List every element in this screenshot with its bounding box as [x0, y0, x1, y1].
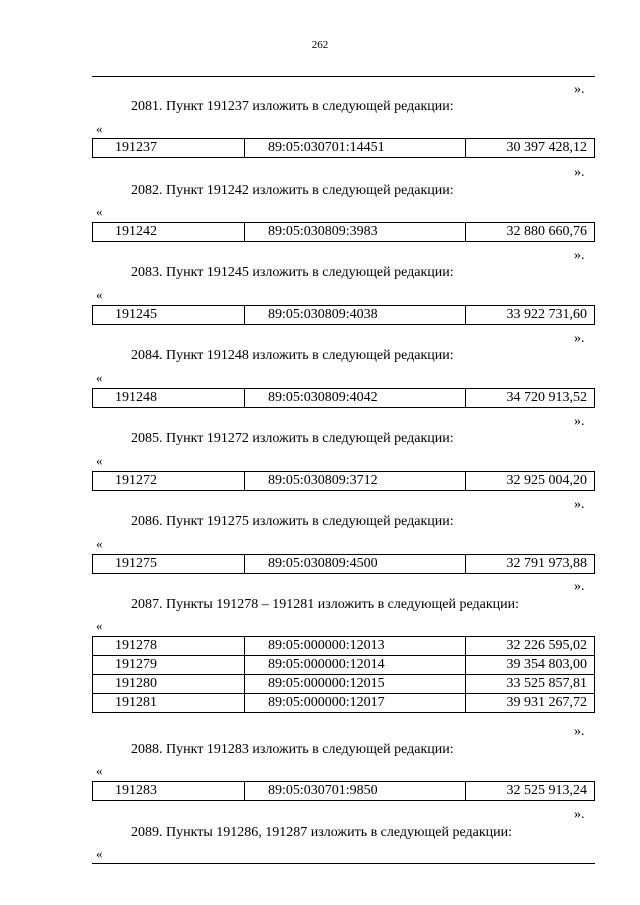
- paragraph-heading: 2082. Пункт 191242 изложить в следующей редакции:: [131, 183, 454, 198]
- table-row: [93, 694, 595, 713]
- data-table: [92, 554, 595, 574]
- item-number: 191280: [93, 675, 245, 694]
- item-number: 191245: [93, 306, 245, 325]
- cadastral-value: 32 880 660,76: [466, 223, 595, 242]
- cadastral-value: 32 525 913,24: [466, 782, 595, 801]
- table-row: [93, 555, 595, 574]
- item-number: 191278: [93, 637, 245, 656]
- cadastral-number: 89:05:000000:12017: [245, 694, 466, 713]
- quote-open: «: [96, 370, 103, 385]
- quote-open: «: [96, 453, 103, 468]
- cadastral-number: 89:05:000000:12015: [245, 675, 466, 694]
- item-number: 191275: [93, 555, 245, 574]
- cadastral-value: 34 720 913,52: [466, 389, 595, 408]
- paragraph-heading: 2086. Пункт 191275 изложить в следующей редакции:: [131, 514, 454, 529]
- item-number: 191283: [93, 782, 245, 801]
- quote-close: ».: [574, 497, 585, 512]
- cadastral-value: 33 922 731,60: [466, 306, 595, 325]
- cadastral-value: 39 354 803,00: [466, 656, 595, 675]
- quote-open: «: [96, 204, 103, 219]
- table-row: [93, 675, 595, 694]
- data-table: [92, 222, 595, 242]
- cadastral-number: 89:05:030809:4042: [245, 389, 466, 408]
- item-number: 191242: [93, 223, 245, 242]
- paragraph-heading: 2084. Пункт 191248 изложить в следующей редакции:: [131, 348, 454, 363]
- paragraph-heading: 2081. Пункт 191237 изложить в следующей редакции:: [131, 99, 454, 114]
- quote-close: ».: [574, 165, 585, 180]
- quote-close: ».: [574, 724, 585, 739]
- cadastral-number: 89:05:030809:4500: [245, 555, 466, 574]
- item-number: 191248: [93, 389, 245, 408]
- quote-close: ».: [574, 807, 585, 822]
- cadastral-value: 32 791 973,88: [466, 555, 595, 574]
- quote-close: ».: [574, 248, 585, 263]
- paragraph-heading: 2089. Пункты 191286, 191287 изложить в следующей редакции:: [131, 825, 513, 840]
- data-table: [92, 305, 595, 325]
- data-table: [92, 388, 595, 408]
- quote-open: «: [96, 536, 103, 551]
- cadastral-value: 30 397 428,12: [466, 139, 595, 158]
- table-row: [93, 782, 595, 801]
- data-table: [92, 471, 595, 491]
- quote-open: «: [96, 763, 103, 778]
- table-row: [93, 637, 595, 656]
- cadastral-number: 89:05:030809:3983: [245, 223, 466, 242]
- quote-close: ».: [574, 414, 585, 429]
- cadastral-number: 89:05:000000:12014: [245, 656, 466, 675]
- quote-open: «: [96, 287, 103, 302]
- table-row: [93, 139, 595, 158]
- item-number: 191272: [93, 472, 245, 491]
- cadastral-number: 89:05:030809:3712: [245, 472, 466, 491]
- bottom-rule: [92, 863, 595, 864]
- data-table: [92, 636, 595, 713]
- quote-open: «: [96, 121, 103, 136]
- table-row: [93, 306, 595, 325]
- cadastral-value: 39 931 267,72: [466, 694, 595, 713]
- top-rule: [92, 76, 595, 77]
- paragraph-heading: 2085. Пункт 191272 изложить в следующей редакции:: [131, 431, 454, 446]
- table-row: [93, 223, 595, 242]
- table-row: [93, 656, 595, 675]
- paragraph-heading: 2087. Пункты 191278 – 191281 изложить в следующей редакции:: [131, 597, 520, 612]
- cadastral-value: 32 925 004,20: [466, 472, 595, 491]
- quote-open: «: [96, 618, 103, 633]
- paragraph-heading: 2083. Пункт 191245 изложить в следующей редакции:: [131, 265, 454, 280]
- item-number: 191279: [93, 656, 245, 675]
- quote-open: «: [96, 846, 103, 861]
- cadastral-value: 33 525 857,81: [466, 675, 595, 694]
- data-table: [92, 138, 595, 158]
- quote-close: ».: [574, 331, 585, 346]
- table-row: [93, 389, 595, 408]
- item-number: 191281: [93, 694, 245, 713]
- cadastral-number: 89:05:030809:4038: [245, 306, 466, 325]
- cadastral-number: 89:05:030701:14451: [245, 139, 466, 158]
- data-table: [92, 781, 595, 801]
- cadastral-number: 89:05:000000:12013: [245, 637, 466, 656]
- table-row: [93, 472, 595, 491]
- cadastral-number: 89:05:030701:9850: [245, 782, 466, 801]
- paragraph-heading: 2088. Пункт 191283 изложить в следующей редакции:: [131, 742, 454, 757]
- quote-close: ».: [574, 82, 585, 97]
- page-number: 262: [311, 39, 329, 51]
- item-number: 191237: [93, 139, 245, 158]
- quote-close: ».: [574, 579, 585, 594]
- cadastral-value: 32 226 595,02: [466, 637, 595, 656]
